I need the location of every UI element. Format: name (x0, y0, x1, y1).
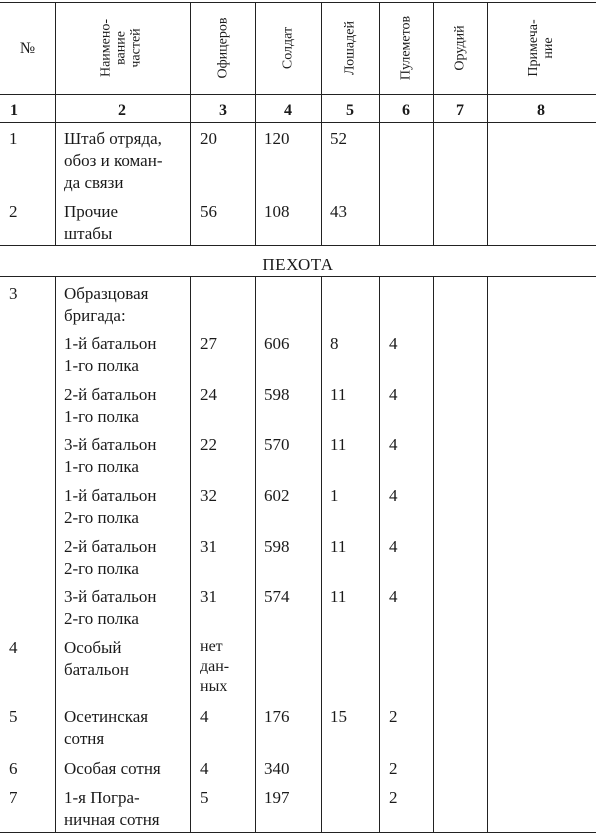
officers-value: 24 (200, 385, 217, 404)
unit-name: 1-й батальон 1-го полка (64, 334, 157, 375)
column-number: 6 (402, 102, 410, 119)
unit-name: Особый батальон (64, 638, 129, 679)
col-divider (487, 2, 488, 245)
column-number: 7 (456, 102, 464, 119)
horses-value: 1 (330, 486, 339, 505)
col-divider (321, 276, 322, 832)
officers-value: 32 (200, 486, 217, 505)
col-divider (379, 2, 380, 245)
officers-value: 4 (200, 707, 209, 726)
col-divider (487, 276, 488, 832)
machine-guns-value: 4 (389, 587, 398, 606)
officers-value: 5 (200, 788, 209, 807)
header-officers: Офицеров (215, 17, 231, 79)
col-divider (55, 2, 56, 245)
unit-name: Осетинская сотня (64, 707, 149, 748)
header-unit-name (99, 19, 144, 77)
column-number: 4 (284, 102, 292, 119)
machine-guns-value: 2 (389, 707, 398, 726)
unit-name: 2-й батальон 1-го полка (64, 385, 157, 426)
soldiers-value: 602 (264, 486, 290, 505)
soldiers-value: 120 (264, 129, 290, 148)
header-notes-line: ние (541, 37, 556, 59)
section-heading-infantry: ПЕХОТА (262, 255, 334, 274)
machine-guns-value: 4 (389, 537, 398, 556)
column-number: 5 (346, 102, 354, 119)
soldiers-value: 570 (264, 435, 290, 454)
officers-value: 56 (200, 202, 217, 221)
col-divider (190, 276, 191, 832)
machine-guns-value: 4 (389, 385, 398, 404)
horses-value: 11 (330, 435, 347, 454)
col-divider (255, 2, 256, 245)
col-divider (255, 276, 256, 832)
header-horses: Лошадей (342, 21, 358, 75)
row-number: 3 (9, 284, 18, 303)
machine-guns-value: 2 (389, 788, 398, 807)
horses-value: 11 (330, 537, 347, 556)
row-number: 2 (9, 202, 18, 221)
unit-name: 2-й батальон 2-го полка (64, 537, 157, 578)
header-unit-name-line: вание (113, 31, 129, 65)
column-number: 1 (10, 102, 18, 119)
soldiers-value: 340 (264, 759, 290, 778)
col-divider (55, 276, 56, 832)
header-unit-name-line: Наимено- (98, 18, 114, 78)
header-bottom-rule (0, 94, 596, 95)
unit-name: Образцовая бригада: (64, 284, 149, 325)
header-number: № (19, 40, 36, 57)
col-divider (321, 2, 322, 245)
row-number: 1 (9, 129, 18, 148)
machine-guns-value: 4 (389, 435, 398, 454)
header-machine-guns: Пулеметов (398, 15, 414, 81)
col-divider (433, 2, 434, 245)
officers-value: 31 (200, 537, 217, 556)
machine-guns-value: 4 (389, 486, 398, 505)
horses-value: 11 (330, 587, 347, 606)
officers-value: 31 (200, 587, 217, 606)
officers-value: 22 (200, 435, 217, 454)
horses-value: 43 (330, 202, 347, 221)
soldiers-value: 108 (264, 202, 290, 221)
section-bottom-rule (0, 276, 596, 277)
unit-name: Особая сотня (64, 759, 161, 778)
soldiers-value: 598 (264, 385, 290, 404)
col-divider (190, 2, 191, 245)
machine-guns-value: 2 (389, 759, 398, 778)
row-number: 6 (9, 759, 18, 778)
soldiers-value: 598 (264, 537, 290, 556)
unit-name: 1-я Погра- ничная сотня (64, 788, 160, 829)
unit-name: 3-й батальон 2-го полка (64, 587, 157, 628)
unit-name: 3-й батальон 1-го полка (64, 435, 157, 476)
table-top-rule (0, 2, 596, 3)
officers-value: 4 (200, 759, 209, 778)
row-number: 7 (9, 788, 18, 807)
unit-name: Штаб отряда, обоз и коман- да связи (64, 129, 163, 192)
officers-value: 20 (200, 129, 217, 148)
horses-value: 11 (330, 385, 347, 404)
unit-name: 1-й батальон 2-го полка (64, 486, 157, 527)
header-notes (526, 19, 556, 76)
column-number: 2 (118, 102, 126, 119)
horses-value: 15 (330, 707, 347, 726)
header-guns: Орудий (452, 25, 468, 71)
soldiers-value: 176 (264, 707, 290, 726)
row-number: 4 (9, 638, 18, 657)
header-soldiers: Солдат (280, 26, 296, 70)
soldiers-value: 606 (264, 334, 290, 353)
officers-value: нет дан- ных (200, 638, 230, 695)
col-divider (433, 276, 434, 832)
table-bottom-rule (0, 832, 596, 833)
soldiers-value: 574 (264, 587, 290, 606)
section-top-rule (0, 245, 596, 246)
horses-value: 8 (330, 334, 339, 353)
colnum-bottom-rule (0, 122, 596, 123)
unit-name: Прочие штабы (64, 202, 119, 243)
header-unit-name-line: частей (128, 28, 144, 68)
header-notes-line: Примеча- (526, 19, 541, 77)
col-divider (379, 276, 380, 832)
column-number: 8 (537, 102, 545, 119)
column-number: 3 (219, 102, 227, 119)
officers-value: 27 (200, 334, 217, 353)
machine-guns-value: 4 (389, 334, 398, 353)
horses-value: 52 (330, 129, 347, 148)
soldiers-value: 197 (264, 788, 290, 807)
row-number: 5 (9, 707, 18, 726)
